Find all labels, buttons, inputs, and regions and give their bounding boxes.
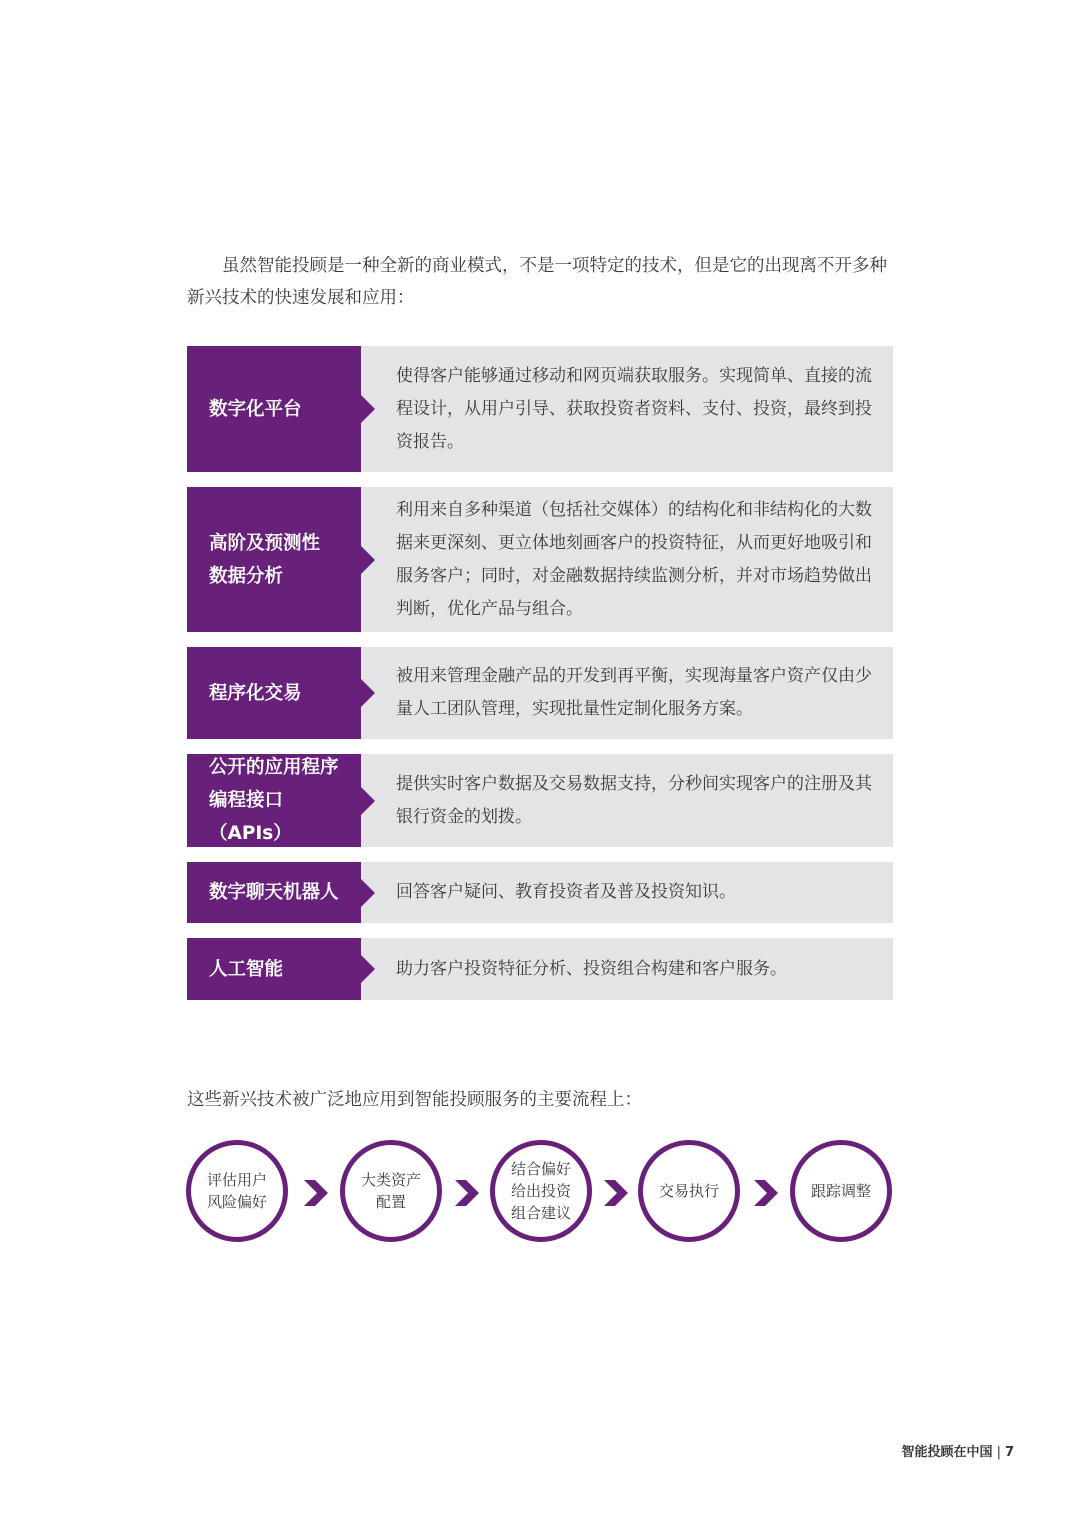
tech-label: 数字化平台 bbox=[187, 346, 361, 472]
page-footer bbox=[902, 1441, 1014, 1460]
tech-label: 数字聊天机器人 bbox=[187, 862, 361, 923]
footer-title: 智能投顾在中国 bbox=[901, 1445, 993, 1460]
chevron-right-icon bbox=[302, 1180, 328, 1206]
tech-description: 助力客户投资特征分析、投资组合构建和客户服务。 bbox=[361, 938, 893, 1000]
chevron-right-icon bbox=[752, 1180, 778, 1206]
flow-step-portfolio-advice: 结合偏好 给出投资 组合建议 bbox=[490, 1140, 592, 1242]
process-flow bbox=[186, 1140, 894, 1244]
tech-description: 被用来管理金融产品的开发到再平衡，实现海量客户资产仅由少量人工团队管理，实现批量性定制化服务方案。 bbox=[361, 647, 893, 739]
tech-label: 程序化交易 bbox=[187, 647, 361, 739]
tech-description: 利用来自多种渠道（包括社交媒体）的结构化和非结构化的大数据来更深刻、更立体地刻画客户的投资特征，从而更好地吸引和服务客户；同时，对金融数据持续监测分析，并对市场趋势做出判断，优化产品与组合。 bbox=[361, 487, 893, 632]
tech-row-ai bbox=[187, 938, 893, 1000]
tech-row-open-apis bbox=[187, 754, 893, 847]
tech-description: 提供实时客户数据及交易数据支持，分秒间实现客户的注册及其银行资金的划拨。 bbox=[361, 754, 893, 847]
intro-paragraph: 虽然智能投顾是一种全新的商业模式，不是一项特定的技术，但是它的出现离不开多种新兴技术的快速发展和应用： bbox=[187, 256, 887, 308]
flow-step-risk-assessment: 评估用户 风险偏好 bbox=[186, 1140, 288, 1242]
tech-row-digital-platform bbox=[187, 346, 893, 472]
tech-description: 使得客户能够通过移动和网页端获取服务。实现简单、直接的流程设计，从用户引导、获取投资者资料、支付、投资，最终到投资报告。 bbox=[361, 346, 893, 472]
flow-step-trade-execution: 交易执行 bbox=[638, 1140, 740, 1242]
footer-separator: | bbox=[996, 1445, 1001, 1460]
tech-label: 人工智能 bbox=[187, 938, 361, 1000]
page-number: 7 bbox=[1004, 1445, 1014, 1460]
flow-title: 这些新兴技术被广泛地应用到智能投顾服务的主要流程上： bbox=[187, 1090, 642, 1110]
tech-row-data-analytics bbox=[187, 487, 893, 632]
chevron-right-icon bbox=[602, 1180, 628, 1206]
flow-step-tracking: 跟踪调整 bbox=[790, 1140, 892, 1242]
flow-step-asset-allocation: 大类资产 配置 bbox=[340, 1140, 442, 1242]
tech-row-chatbot bbox=[187, 862, 893, 923]
chevron-right-icon bbox=[453, 1180, 479, 1206]
tech-row-programmatic-trading bbox=[187, 647, 893, 739]
tech-label: 公开的应用程序编程接口（APIs） bbox=[187, 754, 361, 847]
tech-label: 高阶及预测性数据分析 bbox=[187, 487, 361, 632]
tech-description: 回答客户疑问、教育投资者及普及投资知识。 bbox=[361, 862, 893, 923]
